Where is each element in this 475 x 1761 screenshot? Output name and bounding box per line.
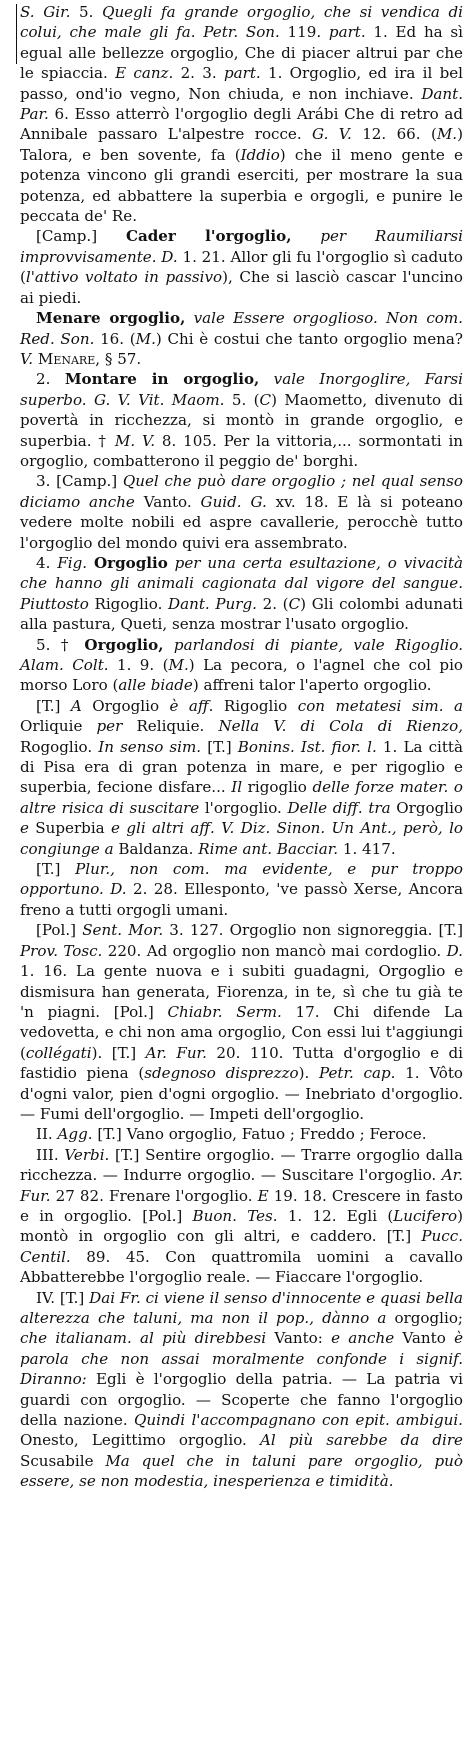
text-run: 1. 417.: [338, 839, 396, 858]
text-run: Rime ant. Bacciar.: [198, 839, 339, 858]
text-run: C: [259, 390, 272, 409]
text-run: ) Gli colombi adunati alla pastura, Queti, senza mostrar l'usato orgoglio.: [20, 594, 463, 634]
text-run: , § 57.: [95, 349, 142, 368]
text-run: part.: [223, 64, 261, 83]
text-run: 20. 110. Tutta d'orgoglio e di fastidio piena (: [20, 1043, 463, 1083]
text-run: 1. Ed ha sì egual alle bellezze orgoglio, Che di piacer altrui par che le spiaccia.: [20, 23, 463, 83]
text-run: ) Talora, e ben sovente, fa (: [20, 125, 463, 164]
text-run: ) La pecora, o l'agnel che col pio morso Loro (: [20, 656, 463, 695]
text-run: 1. 21. Allor gli fu l'orgoglio sì caduto (: [20, 247, 464, 287]
text-run: Quegli fa grande orgoglio, che si vendica di colui, che male gli fa. Petr. Son.: [20, 3, 463, 42]
text-run: rigoglio: [242, 778, 313, 797]
entry-paragraph: [20, 920, 463, 1124]
text-run: è aff.: [169, 696, 214, 715]
text-run: è parola che non assai moralmente confonde i signif. Diranno:: [20, 1329, 463, 1389]
text-run: ) montò in orgoglio con gli altri, e caddero. [T.]: [20, 1206, 463, 1246]
text-run: [T.] Sentire orgoglio. — Trarre orgoglio dalla ricchezza. — Indurre orgoglio. — Suscitare l'orgoglio.: [20, 1145, 464, 1185]
text-run: Cader l'orgoglio,: [125, 227, 292, 246]
text-run: Al più sarebbe da dire: [259, 1431, 463, 1450]
text-run: II.: [36, 1125, 58, 1144]
text-run: [T.]: [201, 737, 238, 756]
text-run: part.: [328, 23, 366, 42]
entry-paragraph: [20, 1124, 463, 1144]
text-run: Iddio: [240, 145, 280, 164]
text-run: [T.]: [36, 860, 76, 879]
text-run: 1. La città di Pisa era di gran potenza in mare, e per rigoglio e superbia, fecione disfare...: [20, 737, 463, 797]
text-run: Ma quel che in taluni pare orgoglio, può essere, se non modestia, inesperienza e timidità.: [20, 1451, 463, 1491]
text-run: Lucifero: [393, 1206, 458, 1225]
text-run: Onesto, Legittimo orgoglio.: [20, 1431, 260, 1450]
text-run: Menare orgoglio,: [36, 309, 186, 328]
text-run: l'attivo voltato in passivo: [25, 268, 223, 287]
text-run: vale Essere orgoglioso. Non com. Red. Son.: [20, 309, 463, 348]
text-run: sdegnoso disprezzo: [144, 1064, 299, 1083]
text-run: M.: [135, 329, 156, 348]
text-run: Delle diff. tra: [287, 798, 391, 817]
text-run: parlandosi di piante, vale Rigoglio. Alam. Colt.: [20, 635, 463, 674]
text-run: ) affreni talor l'aperto orgoglio.: [192, 676, 432, 695]
text-run: Scusabile: [20, 1451, 106, 1470]
text-run: Fig.: [57, 553, 88, 572]
text-run: Dant. Par.: [20, 84, 463, 124]
text-run: 12. 66. (: [351, 125, 437, 144]
text-run: per una certa esultazione, o vivacità che hanno gli animali cagionata dal vigore del sangue. Piuttosto: [20, 553, 463, 613]
text-run: Vanto:: [266, 1329, 332, 1348]
text-run: l'orgoglio.: [199, 798, 288, 817]
entry-paragraph: [20, 226, 463, 308]
text-run: 27 82. Frenare l'orgoglio.: [50, 1186, 258, 1205]
text-run: 16. (: [94, 329, 136, 348]
text-run: ), Che si lasciò cascar l'uncino ai piedi.: [20, 268, 463, 307]
text-run: che italianam. al più direbbesi: [20, 1329, 267, 1348]
text-run: D.: [446, 941, 463, 960]
text-run: Plur., non com. ma evidente, e pur troppo opportuno. D.: [20, 860, 463, 899]
text-run: Rigoglio.: [88, 594, 169, 613]
text-run: In senso sim.: [98, 737, 202, 756]
text-run: Il: [231, 778, 243, 797]
entry-paragraph: [20, 2, 463, 226]
entry-text: [20, 2, 463, 1492]
entry-paragraph: [20, 1288, 463, 1492]
text-run: Verbi.: [64, 1145, 110, 1164]
text-run: ) che il meno gente e potenza vincono gli grandi eserciti, per mostrare la sua potenza, ed abbattere la superbia e orgogli, e punire le peccata de' Re.: [20, 145, 463, 226]
text-run: C: [288, 594, 301, 613]
margin-rule: [16, 4, 17, 64]
text-run: Bonins. Ist. fior. l.: [237, 737, 377, 756]
text-run: E canz.: [115, 64, 174, 83]
text-run: Menare: [37, 349, 96, 368]
text-run: V.: [20, 349, 34, 368]
text-run: e: [20, 819, 29, 838]
text-run: xv. 18. E là si poteano vedere molte nobili ed aspre cavallerie, perocchè tutto l'orgoglio del mondo quivi era assembrato.: [20, 492, 464, 552]
text-run: Vanto: [394, 1329, 455, 1348]
text-run: 220. Ad orgoglio non mancò mai cordoglio.: [102, 941, 447, 960]
text-run: Orgoglio: [390, 798, 464, 817]
text-run: Nella V. di Cola di Rienzo,: [218, 717, 463, 736]
text-run: ) Maometto, divenuto di povertà in ricchezza, si montò in grande orgoglio, e superbia. †: [20, 390, 463, 450]
text-run: Orliquie: [20, 717, 97, 736]
text-run: Quindi l'accompagnano con epit. ambigui.: [133, 1411, 463, 1430]
text-run: Vanto.: [134, 492, 201, 511]
text-run: 4.: [36, 553, 58, 572]
text-run: 2. (: [256, 594, 289, 613]
text-run: Sent. Mor.: [82, 921, 164, 940]
text-run: Dai Fr. ci viene il senso d'innocente e quasi bella alterezza che taluni, ma non il pop., dànno a: [20, 1288, 464, 1327]
text-run: 3. [Camp.]: [36, 472, 123, 491]
entry-paragraph: [20, 553, 463, 635]
text-run: 1. 9. (: [108, 656, 169, 674]
text-run: Montare in orgoglio,: [64, 370, 260, 389]
text-run: M.: [436, 125, 458, 144]
entry-paragraph: [20, 859, 463, 920]
text-run: 5. †: [36, 635, 85, 654]
text-run: ).: [298, 1064, 320, 1083]
text-run: Chiabr. Serm.: [167, 1002, 282, 1021]
text-run: E: [257, 1186, 269, 1205]
entry-paragraph: [20, 471, 463, 553]
text-run: Baldanza.: [113, 839, 199, 858]
text-run: 5.: [70, 3, 103, 21]
text-run: delle forze mater. o altre risica di suscitare: [20, 778, 463, 817]
text-run: M.: [168, 656, 189, 674]
text-run: 1. 12. Egli (: [277, 1206, 394, 1225]
text-run: 119.: [279, 23, 329, 42]
text-run: [Pol.]: [36, 921, 83, 940]
text-run: 2.: [36, 370, 65, 389]
text-run: 1. 16. La gente nuova e i subiti guadagni, Orgoglio e dismisura han generata, Fiorenza, in te, sì che tu già te 'n piagni. [Pol.]: [20, 962, 463, 1021]
entry-paragraph: [20, 696, 463, 859]
entry-paragraph: [20, 1145, 463, 1288]
text-run: A: [70, 696, 82, 715]
text-run: Orgoglio: [81, 696, 170, 715]
text-run: 1. Orgoglio, ed ira il bel passo, ond'io vegno, Non chiuda, e non inchiave.: [20, 64, 463, 103]
text-run: Ar. Fur.: [145, 1043, 207, 1062]
entry-paragraph: [20, 369, 463, 471]
text-run: ) Chi è costui che tanto orgoglio mena?: [155, 329, 463, 348]
text-run: 8. 105. Per la vittoria,... sormontati in orgoglio, combatterono il peggio de' borghi.: [20, 431, 463, 470]
text-run: Orgoglio,: [84, 635, 164, 654]
text-run: Ar. Fur.: [20, 1166, 463, 1205]
text-run: per Raumiliarsi improvvisamente. D.: [20, 227, 464, 266]
text-run: Reliquie.: [122, 717, 219, 736]
text-run: per: [96, 717, 123, 736]
text-run: 3. 127. Orgoglio non signoreggia. [T.]: [163, 921, 463, 940]
text-run: Quel che può dare orgoglio ; nel qual senso diciamo anche: [20, 472, 463, 511]
text-run: e anche: [331, 1329, 395, 1348]
text-run: 89. 45. Con quattromila uomini a cavallo Abbatterebbe l'orgoglio reale. — Fiaccare l'orgoglio.: [20, 1247, 463, 1287]
text-run: 17. Chi difende La vedovetta, e chi non ama orgoglio, Con essi lui t'aggiungi (: [20, 1002, 463, 1062]
text-run: Egli è l'orgoglio della patria. — La patria vi guardi con orgoglio. — Scoperte che fanno l'orgoglio della nazione.: [20, 1370, 463, 1430]
entry-paragraph: [20, 308, 463, 369]
text-run: [T.]: [36, 696, 71, 715]
text-run: III.: [36, 1145, 65, 1164]
text-run: vale Inorgoglire, Farsi superbo. G. V. Vit. Maom.: [20, 370, 463, 409]
text-run: Petr. cap.: [319, 1064, 396, 1083]
text-run: Agg.: [57, 1125, 93, 1144]
text-run: Rogoglio.: [20, 737, 99, 756]
text-run: orgoglio;: [386, 1309, 464, 1327]
text-run: Pucc. Centil.: [20, 1227, 463, 1266]
text-run: [87, 554, 94, 572]
text-run: Prov. Tosc.: [20, 941, 103, 960]
text-run: collégati: [25, 1043, 92, 1062]
text-run: 19. 18. Crescere in fasto e in orgoglio. [Pol.]: [20, 1186, 463, 1225]
text-run: Superbia: [28, 819, 112, 838]
text-run: ). [T.]: [91, 1043, 146, 1062]
text-run: M. V.: [114, 431, 156, 450]
text-run: alle biade: [118, 676, 193, 695]
text-run: e gli altri aff. V. Diz. Sinon. Un Ant., però, lo congiunge a: [20, 819, 463, 858]
text-run: 1. Vôto d'ogni valor, pien d'ogni orgoglio. — Inebriato d'orgoglio. — Fumi dell'orgoglio. — Impeti dell'orgoglio.: [20, 1064, 463, 1123]
text-run: Dant. Purg.: [168, 594, 257, 613]
text-run: 2. 28. Ellesponto, 've passò Xerse, Ancora freno a tutti orgogli umani.: [20, 880, 464, 919]
entry-paragraph: [20, 635, 463, 696]
text-run: Buon. Tes.: [192, 1206, 278, 1225]
text-run: 6. Esso atterrò l'orgoglio degli Arábi Che di retro ad Annibale passaro L'alpestre rocce.: [20, 105, 463, 144]
text-run: Orgoglio: [93, 553, 168, 572]
text-run: [Camp.]: [36, 227, 126, 246]
text-run: S. Gir.: [20, 3, 71, 21]
text-run: 2. 3.: [173, 64, 224, 83]
text-run: Rigoglio: [213, 696, 298, 715]
text-run: [T.] Vano orgoglio, Fatuo ; Freddo ; Feroce.: [92, 1125, 427, 1144]
text-run: IV. [T.]: [36, 1288, 90, 1307]
text-run: 5. (: [224, 390, 260, 409]
text-run: Guid. G.: [200, 492, 267, 511]
text-run: con metatesi sim. a: [297, 696, 463, 715]
text-run: G. V.: [312, 125, 352, 144]
